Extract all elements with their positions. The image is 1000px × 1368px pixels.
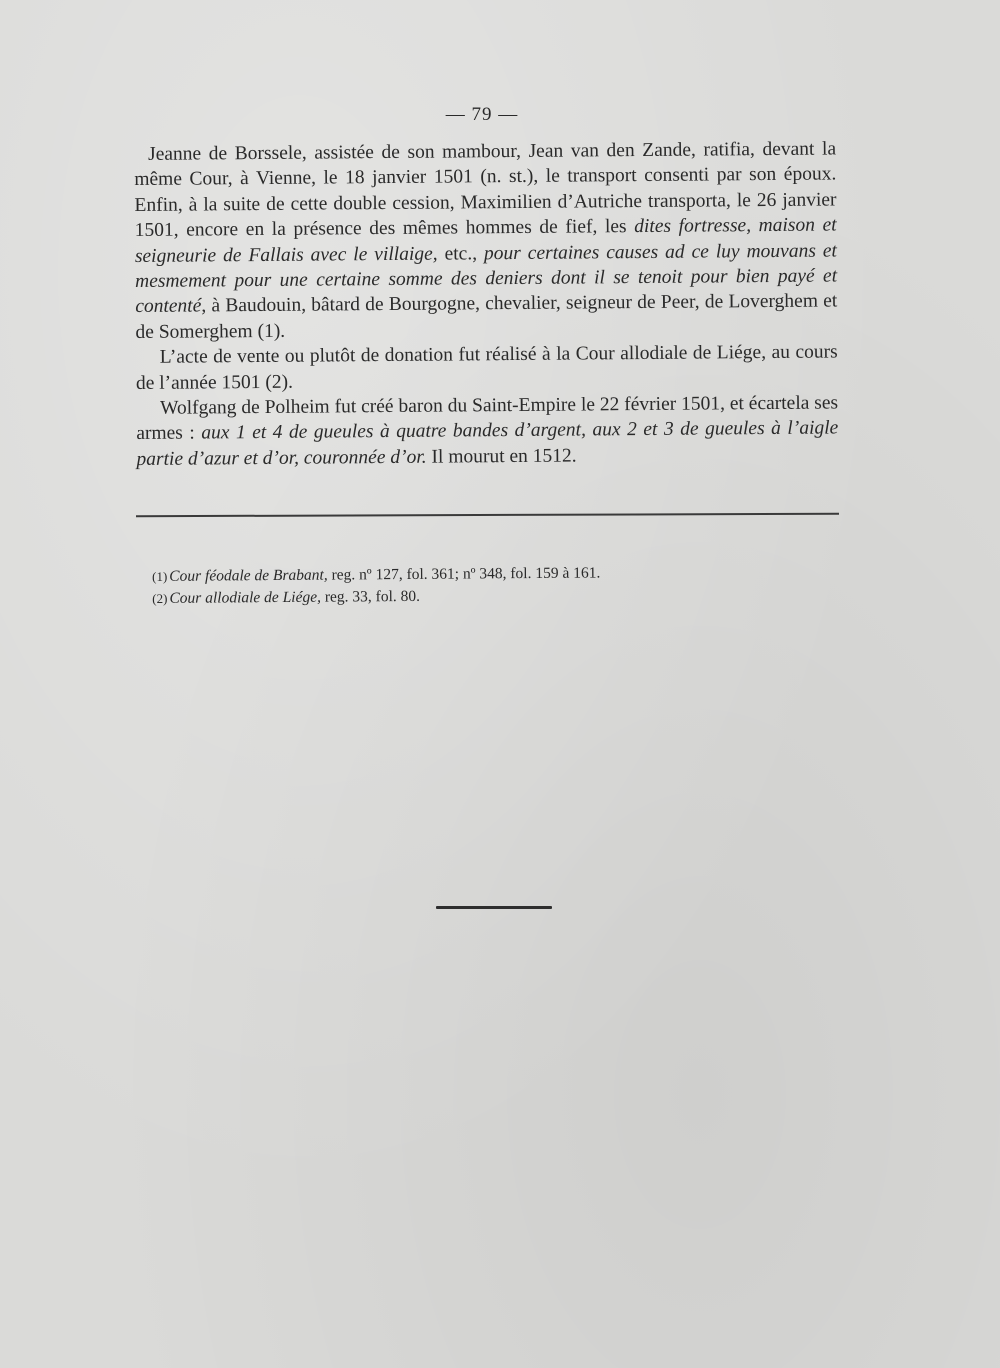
footnote-1-text: reg. nº 127, fol. 361; nº 348, fol. 159 à 161. [327,564,601,584]
p1-text-1: Jeanne de Borssele, assistée de son mambour, Jean van den Zande, ratifia, devant la même Cour, à Vienne, le 18 janvier 1501 (n. st.), le transport consenti par son époux. Enfin, à la suite de cette double cession, Maximilien d’Autriche transporta, le 26 janvier 1501, encore en la présence des mêmes hommes de fief, les [134,138,837,242]
footnotes [152,561,752,610]
p3-italic-1: aux 1 et 4 de gueules à quatre bandes d’argent, aux 2 et 3 de gueules à l’aigle partie d’azur et d’or, couronnée d’or. [136,417,839,470]
body-text [134,136,839,472]
footnote-separator-rule [136,513,839,517]
p1-italic-1: dites fortresse, maison et seigneurie de Fallais avec le villaige, [134,214,837,267]
paragraph-3 [136,391,839,473]
p1-italic-2: pour certaines causes ad ce luy mouvans et mesmement pour une certaine somme des deniers dont il se tenoit pour bien payé et contenté [135,240,838,318]
page-number: — 79 — [445,104,519,125]
p3-text-2: Il mourut en 1512. [426,445,577,468]
p1-text-3: , à Baudouin, bâtard de Bourgogne, chevalier, seigneur de Peer, de Loverghem et de Somerghem (1). [135,290,838,343]
footnote-2-mark: (2) [152,590,168,606]
footnote-1-mark: (1) [152,568,168,584]
paragraph-2: L’acte de vente ou plutôt de donation fut réalisé à la Cour allodiale de Liége, au cours de l’année 1501 (2). [135,341,838,394]
footnote-1-source: Cour féodale de Brabant, [169,566,328,585]
p3-text-1: Wolfgang de Polheim fut créé baron du Saint-Empire le 22 février 1501, et écartela ses armes : [136,392,839,445]
paragraph-1 [134,136,838,345]
end-ornament-rule [436,906,552,909]
footnote-2-text: reg. 33, fol. 80. [320,587,421,606]
footnote-2 [152,583,752,610]
p1-text-2: etc., [444,242,485,265]
footnote-2-source: Cour allodiale de Liége, [169,588,322,607]
